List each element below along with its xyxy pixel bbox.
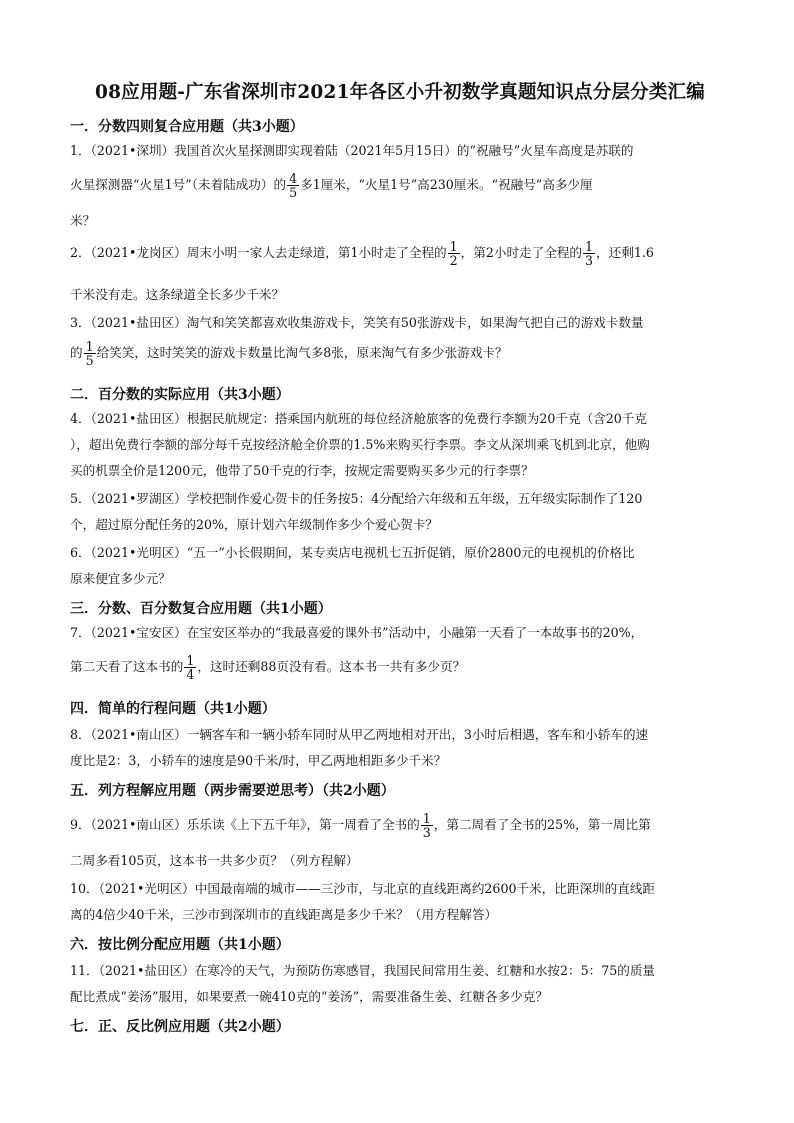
question-1-line-2 [70,172,593,199]
fraction-denominator: 4 [186,667,195,682]
question-3-line-1: 3．（2021•盐田区）淘气和笑笑都喜欢收集游戏卡，笑笑有50张游戏卡，如果淘气把自己的游戏卡数量 [70,315,644,330]
question-9-line-1 [70,812,651,839]
question-8-line-1: 8．（2021•南山区）一辆客车和一辆小轿车同时从甲乙两地相对开出，3小时后相遇，客车和小轿车的速 [70,727,649,742]
question-3-text: 给笑笑，这时笑笑的游戏卡数量比淘气多8张，原来淘气有多少张游戏卡？ [96,345,508,360]
question-9-line-2: 二周多看105页，这本书一共多少页？（列方程解） [70,853,359,868]
question-5-line-1: 5．（2021•罗湖区）学校把制作爱心贺卡的任务按5：4分配给六年级和五年级，五年级实际制作了120 [70,491,643,506]
page-title: 08应用题-广东省深圳市2021年各区小升初数学真题知识点分层分类汇编 [95,82,705,103]
fraction-denominator: 3 [585,253,594,268]
question-2-line-2: 千米没有走。这条绿道全长多少千米？ [70,287,285,302]
question-2-text: ，还剩1.6 [596,245,654,260]
question-9-text: 9．（2021•南山区）乐乐读《上下五千年》，第一周看了全书的 [70,817,420,832]
question-11-line-1: 11．（2021•盐田区）在寒冷的天气，为预防伤寒感冒，我国民间常用生姜、红糖和水按2：5：75的质量 [70,963,656,978]
question-1-text: 多1厘米，“火星1号”高230厘米。“祝融号”高多少厘 [300,177,593,192]
fraction-numerator: 1 [422,811,431,826]
question-1-text: 火星探测器“火星1号”（未着陆成功）的 [70,177,287,192]
question-6-line-2: 原来便宜多少元？ [70,571,171,586]
section-heading: 二．百分数的实际应用（共3小题） [70,387,290,403]
fraction-numerator: 1 [449,239,458,254]
question-1-line-1: 1．（2021•深圳）我国首次火星探测即实现着陆（2021年5月15日）的“祝融号”火星车高度是苏联的 [70,143,634,158]
fraction-numerator: 1 [585,239,594,254]
fraction-numerator: 1 [85,339,94,354]
fraction [184,654,196,681]
fraction-numerator: 1 [186,653,195,668]
question-7-line-2 [70,654,465,681]
question-2-text: ，第2小时走了全程的 [460,245,583,260]
question-3-text: 的 [70,345,83,360]
question-4-line-3: 买的机票全价是1200元，他带了50千克的行李，按规定需要购买多少元的行李票？ [70,463,534,478]
fraction [583,240,595,267]
question-10-line-1: 10．（2021•光明区）中国最南端的城市——三沙市，与北京的直线距离约2600千米，比距深圳的直线距 [70,881,656,896]
question-4-line-1: 4．（2021•盐田区）根据民航规定：搭乘国内航班的每位经济舱旅客的免费行李额为20千克（含20千克 [70,411,647,426]
fraction [421,812,433,839]
section-heading: 六．按比例分配应用题（共1小题） [70,937,290,953]
fraction-denominator: 3 [422,825,431,840]
question-6-line-1: 6．（2021•光明区）“五一”小长假期间，某专卖店电视机七五折促销，原价2800元的电视机的价格比 [70,545,635,560]
question-10-line-2: 离的4倍少40千米，三沙市到深圳市的直线距离是多少千米？（用方程解答） [70,907,498,922]
fraction [448,240,460,267]
question-7-text: 第二天看了这本书的 [70,659,184,674]
question-5-line-2: 个，超过原分配任务的20%，原计划六年级制作多少个爱心贺卡？ [70,517,439,532]
question-2-line-1 [70,240,654,267]
question-7-line-1: 7．（2021•宝安区）在宝安区举办的“我最喜爱的课外书”活动中，小融第一天看了一本故事书的20%， [70,625,644,640]
question-9-text: ，第二周看了全书的25%，第一周比第 [433,817,651,832]
question-3-line-2 [70,340,508,367]
fraction-denominator: 5 [289,185,298,200]
fraction-denominator: 5 [85,353,94,368]
fraction [287,172,299,199]
section-heading: 三．分数、百分数复合应用题（共1小题） [70,601,332,617]
section-heading: 七．正、反比例应用题（共2小题） [70,1019,290,1035]
section-heading: 五．列方程解应用题（两步需要逆思考）（共2小题） [70,783,395,799]
fraction-denominator: 2 [449,253,458,268]
question-7-text: ，这时还剩88页没有看。这本书一共有多少页？ [197,659,466,674]
question-11-line-2: 配比煮成“姜汤”服用，如果要煮一碗410克的“姜汤”，需要准备生姜、红糖各多少克？ [70,989,548,1004]
section-heading: 一．分数四则复合应用题（共3小题） [70,119,304,135]
section-heading: 四．简单的行程问题（共1小题） [70,701,276,717]
question-8-line-2: 度比是2：3，小轿车的速度是90千米/时，甲乙两地相距多少千米？ [70,753,447,768]
question-4-line-2: ），超出免费行李额的部分每千克按经济舱全价票的1.5%来购买行李票。李文从深圳乘飞机到北京，他购 [70,437,650,452]
question-2-text: 2．（2021•龙岗区）周末小明一家人去走绿道，第1小时走了全程的 [70,245,447,260]
fraction-numerator: 4 [289,171,298,186]
question-1-line-3: 米？ [70,213,96,228]
fraction [84,340,96,367]
